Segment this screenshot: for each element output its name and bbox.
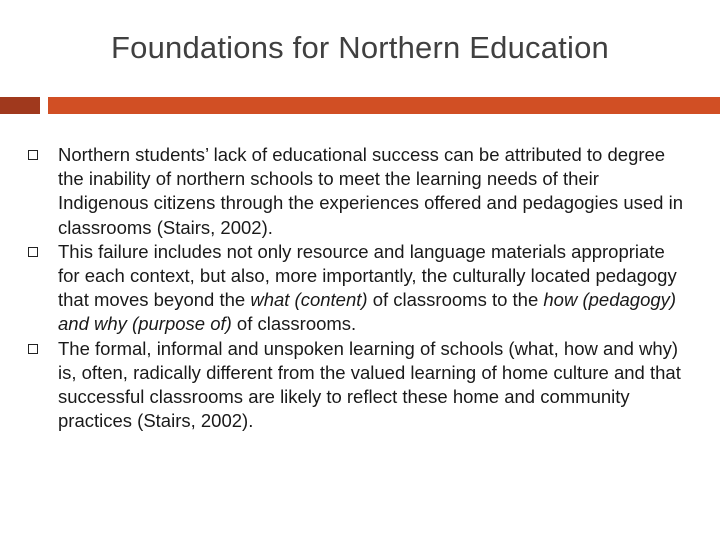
accent-bar-right (48, 97, 720, 114)
bullet-item (28, 240, 688, 337)
bullet-text-segment: This failure includes not only resource and language materials appropriate for each context, but also, more importantly, the culturally located pedagogy that moves beyond the (58, 240, 677, 311)
bullet-text (58, 241, 677, 335)
bullet-item (28, 337, 688, 434)
hollow-square-bullet-icon (28, 344, 38, 354)
hollow-square-bullet-icon (28, 247, 38, 257)
bullet-text (58, 144, 683, 238)
bullet-text-segment: Northern students’ lack of educational success can be attributed to degree the inability of northern schools to meet the learning needs of their Indigenous citizens through the experiences offered and pedagogies used in classrooms (Stairs, 2002). (58, 144, 683, 238)
bullet-text (58, 338, 681, 432)
slide-title: Foundations for Northern Education (111, 30, 609, 65)
bullet-text-italic-segment: how (pedagogy) and why (purpose of) (58, 289, 677, 335)
hollow-square-bullet-icon (28, 150, 38, 160)
accent-bar-left (0, 97, 40, 114)
bullet-list (28, 143, 688, 433)
bullet-text-italic-segment: what (content) (250, 289, 368, 311)
bullet-text-segment: The formal, informal and unspoken learning of schools (what, how and why) is, often, radically different from the valued learning of home culture and that successful classrooms are likely to reflect these home and community practices (Stairs, 2002). (58, 337, 681, 432)
bullet-text-segment: of classrooms to the (367, 289, 544, 311)
bullet-text-segment: of classrooms. (231, 313, 357, 335)
bullet-item (28, 143, 688, 240)
